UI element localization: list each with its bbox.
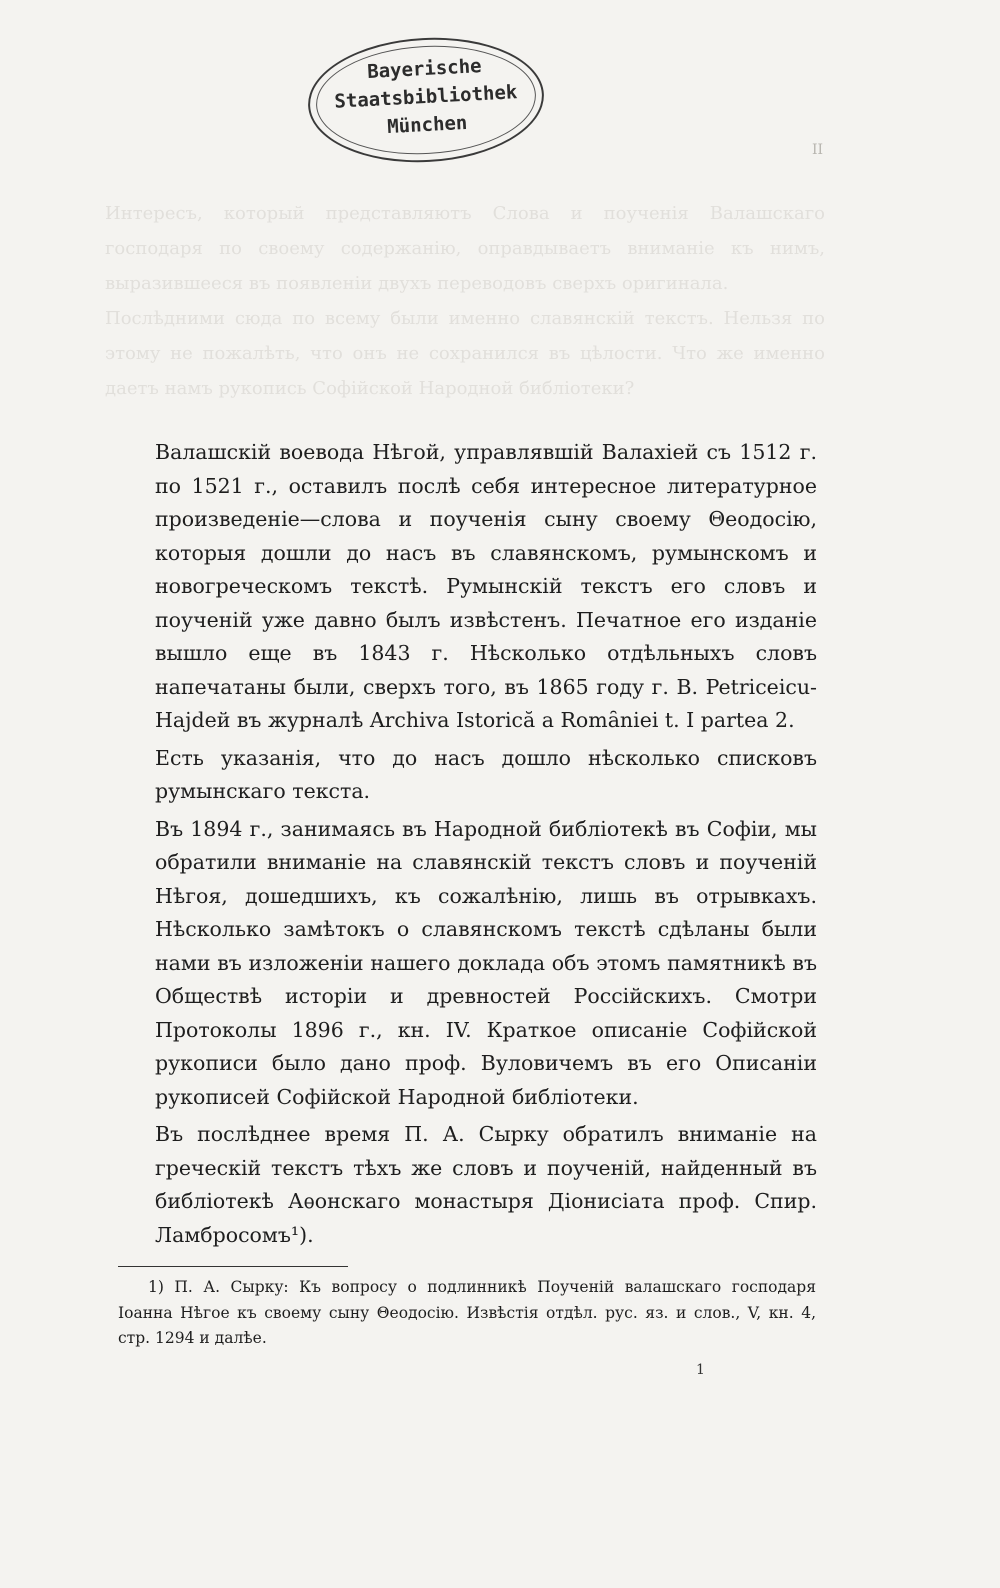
stamp-line-3: München [386,111,468,139]
bleed-through-paragraph: Интересъ, который представляютъ Слова и поученія Валашскаго господаря по своему содержанію, оправдываетъ вниманіе къ нимъ, выразившееся въ появленіи двухъ переводовъ сверхъ оригинала. [105,203,825,294]
paragraph-3: Въ 1894 г., занимаясь въ Народной библіотекѣ въ Софіи, мы обратили вниманіе на славянскій текстъ словъ и поученій Нѣгоя, дошедшихъ, къ сожалѣнію, лишь въ отрывкахъ. Нѣсколько замѣтокъ о славянскомъ текстѣ сдѣланы были нами въ изложеніи нашего доклада объ этомъ памятникѣ въ Обществѣ исторіи и древностей Россійскихъ. Смотри Протоколы 1896 г., кн. IV. Краткое описаніе Софійской рукописи было дано проф. Вуловичемъ въ его Описаніи рукописей Софійской Народной библіотеки. [155,816,817,1109]
stamp-line-1: Bayerische [366,55,483,84]
main-text [155,436,817,1252]
footnote [118,1275,816,1352]
page-number-bottom: 1 [696,1362,705,1378]
footnote-separator [118,1266,348,1267]
footnote-text: 1) П. А. Сырку: Къ вопросу о подлинникѣ Поученій валашскаго господаря Іоанна Нѣгое къ своему сыну Θеодосію. Извѣстія отдѣл. рус. яз. и слов., V, кн. 4, стр. 1294 и далѣе. [118,1278,816,1347]
stamp-line-2: Staatsbibliothek [333,81,518,113]
page-number-top: II [812,142,824,158]
paragraph-2: Есть указанія, что до насъ дошло нѣсколько списковъ румынскаго текста. [155,745,817,803]
bleed-through-paragraph: Послѣдними сюда по всему были именно славянскій текстъ. Нельзя по этому не пожалѣть, что онъ не сохранился въ цѣлости. Что же именно даетъ намъ рукопись Софійской Народной библіотеки? [105,308,825,399]
paragraph-1: Валашскій воевода Нѣгой, управлявшій Валахіей съ 1512 г. по 1521 г., оставилъ послѣ себя интересное литературное произведеніе—слова и поученія сыну своему Θеодосію, которыя дошли до насъ въ славянскомъ, румынскомъ и новогреческомъ текстѣ. Румынскій текстъ его словъ и поученій уже давно былъ извѣстенъ. Печатное его изданіе вышло еще въ 1843 г. Нѣсколько отдѣльныхъ словъ напечатаны были, сверхъ того, въ 1865 году г. B. Petriceicu-Hajdeй въ журналѣ Archiva Istorică a Romȃniei t. I partea 2. [155,440,817,732]
library-stamp [305,32,547,168]
paragraph-4: Въ послѣднее время П. А. Сырку обратилъ вниманіе на греческій текстъ тѣхъ же словъ и поученій, найденный въ библіотекѣ Аѳонскаго монастыря Діонисіата проф. Спир. Ламбросомъ¹). [155,1122,817,1247]
bleed-through-text [105,196,825,406]
